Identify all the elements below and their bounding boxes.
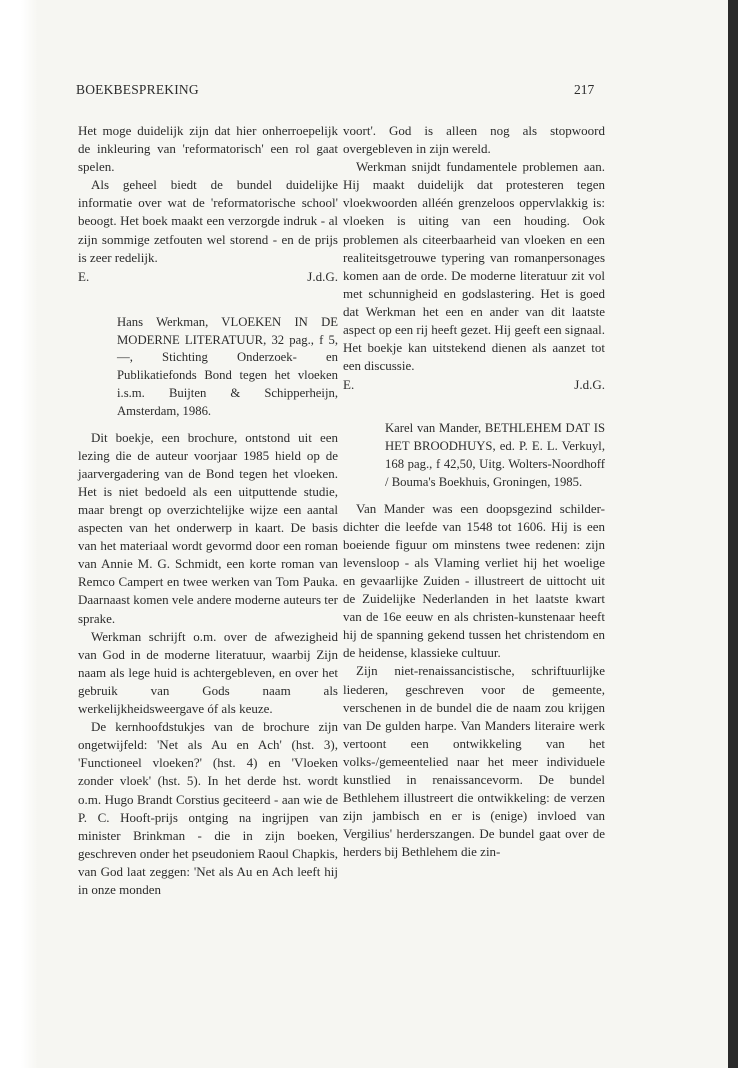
page-left-margin bbox=[0, 0, 38, 1068]
paragraph: Als geheel biedt de bundel duidelijke informatie over wat de 'reformatorische school' beoogt. Het boek maakt een verzorgde indruk - al zijn sommige zetfouten wel storend - en de prijs is zeer redelijk. bbox=[78, 177, 338, 265]
book-reference: Hans Werkman, VLOEKEN IN DE MODERNE LITERATUUR, 32 pag., f 5,—, Stichting Onderzoek- en Publikatiefonds Bond tegen het vloeken i.s.m. Buijten & Schipperheijn, Amsterdam, 1986. bbox=[117, 314, 338, 418]
review-signature bbox=[78, 268, 338, 286]
paragraph: voort'. God is alleen nog als stopwoord overgebleven in zijn wereld. bbox=[343, 123, 605, 157]
book-reference: Karel van Mander, BETHLEHEM DAT IS HET BROODHUYS, ed. P. E. L. Verkuyl, 168 pag., f 42,50, Uitg. Wolters-Noordhoff / Bouma's Boekhuis, Groningen, 1985. bbox=[385, 421, 605, 489]
page-right-edge bbox=[728, 0, 738, 1068]
paragraph: Dit boekje, een brochure, ontstond uit een lezing die de auteur voorjaar 1985 hield op de jaarvergadering van de Bond tegen het vloeken. Het is niet bedoeld als een uitputtende studie, maar brengt op overzichtelijke wijze een aantal aspecten van het onderwerp in kaart. De basis van het materiaal wordt gevormd door een roman van Annie M. G. Schmidt, een korte roman van Remco Campert en twee werken van Tom Pauka. Daarnaast komen vele andere moderne auteurs ter sprake. bbox=[78, 429, 338, 626]
paragraph: Werkman snijdt fundamentele problemen aan. Hij maakt duidelijk dat protesteren tegen vloekwoorden alléén grenzeloos oppervlakkig is: vloeken is uiting van een houding. Ook problemen als citeerbaarheid van vloeken en een realiteitsgetrouwe typering van romanpersonages komen aan de orde. De moderne literatuur zit vol met schunnigheid en godslastering. Het is goed dat Werkman het een en ander van dit laatste aspect op een rij heeft gezet. Hij geeft een signaal. Het boekje kan uitstekend dienen als aanzet tot een discussie. bbox=[343, 159, 605, 374]
signature-initial: E. bbox=[343, 377, 355, 393]
page-number: 217 bbox=[574, 82, 595, 97]
signature-initial: E. bbox=[78, 268, 90, 284]
paragraph: De kernhoofdstukjes van de brochure zijn ongetwijfeld: 'Net als Au en Ach' (hst. 3), 'Functioneel vloeken?' (hst. 4) en 'Vloeken zonder vloek' (hst. 5). In het derde hst. wordt o.m. Hugo Brandt Corstius geciteerd - aan wie de P. C. Hooft-prijs ontging na ingrijpen van minister Brinkman - die in zijn boeken, geschreven onder het pseudoniem Raoul Chapkis, van God laat zeggen: 'Net als Au en Ach leeft hij in onze monden bbox=[78, 719, 338, 897]
paragraph: Het moge duidelijk zijn dat hier onherroepelijk de inkleuring van 'reformatorisch' een rol gaat spelen. bbox=[78, 123, 338, 175]
running-header: BOEKBESPREKING bbox=[76, 82, 199, 97]
signature-author: J.d.G. bbox=[307, 268, 338, 284]
paragraph: Van Mander was een doopsgezind schilder-dichter die leefde van 1548 tot 1606. Hij is een boeiende figuur om minstens twee redenen: zijn levensloop - als Vlaming verliet hij het woelige en gevaarlijke Zuiden - illustreert de uittocht uit de Zuidelijke Nederlanden in het laatste kwart van de 16e eeuw en als christen-kunstenaar heeft hij de spanning gekend tussen het christendom en de heidense, klassieke cultuur. bbox=[343, 500, 605, 661]
right-column bbox=[343, 122, 605, 861]
paragraph: Zijn niet-renaissancistische, schriftuurlijke liederen, geschreven voor de gemeente, verschenen in de bundel die de naam zou krijgen van De gulden harpe. Van Manders literaire werk vertoont een ontwikkeling van het volks-/gemeentelied naar het meer individuele kunstlied in renaissancevorm. De bundel Bethlehem illustreert die ontwikkeling: de verzen zijn jambisch en er is (enige) invloed van Vergilius' herderszangen. De bundel gaat over de herders bij Bethlehem die zin- bbox=[343, 663, 605, 860]
paragraph: Werkman schrijft o.m. over de afwezigheid van God in de moderne literatuur, waarbij Zijn naam als lege huid is achtergebleven, en over het gebruik van Gods naam als werkelijkheidsweergave óf als keuze. bbox=[78, 628, 338, 717]
left-column bbox=[78, 122, 338, 899]
signature-author: J.d.G. bbox=[574, 377, 605, 393]
review-signature bbox=[343, 376, 605, 394]
